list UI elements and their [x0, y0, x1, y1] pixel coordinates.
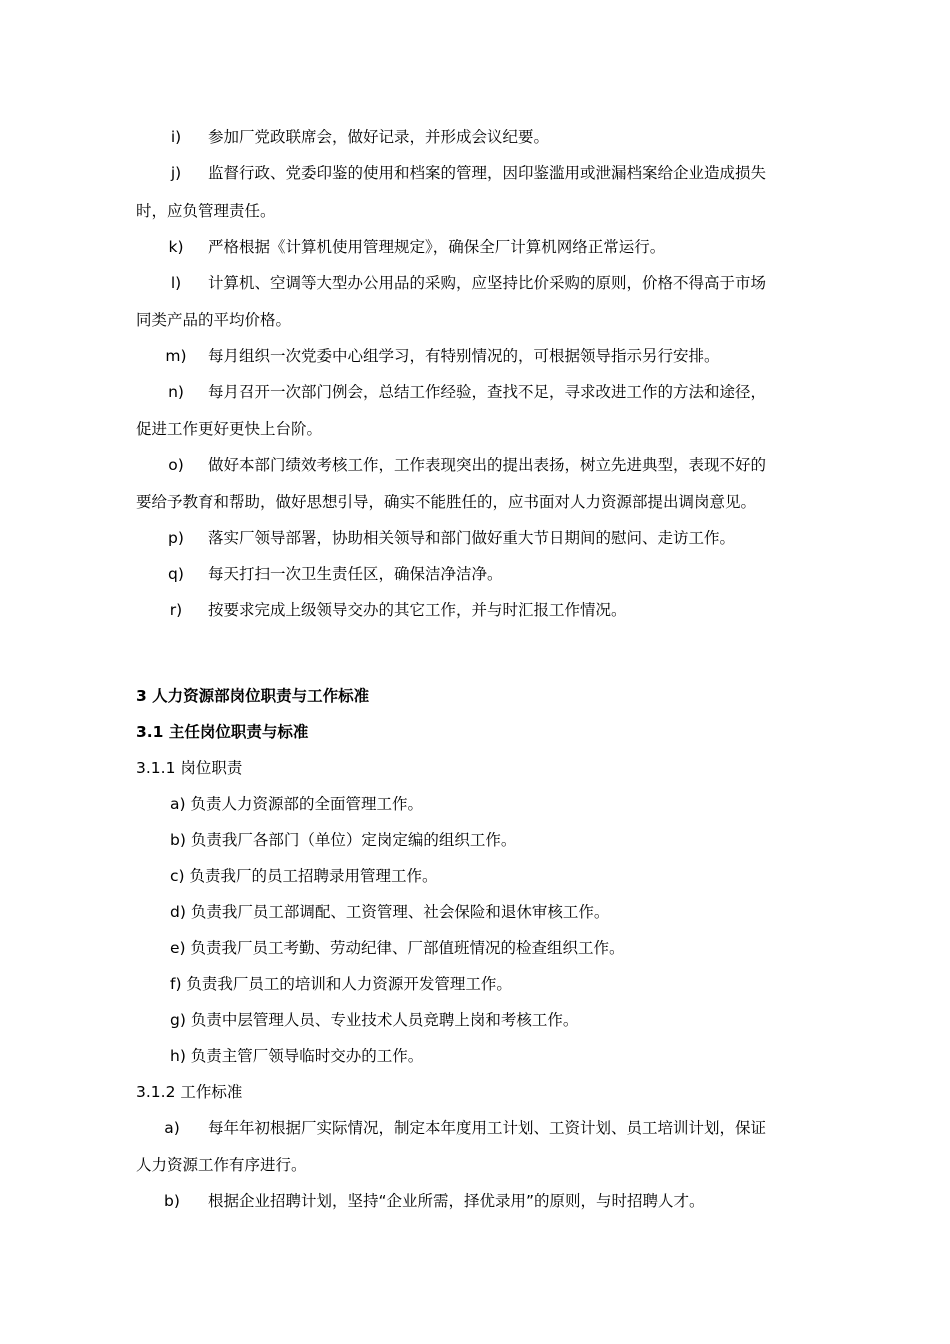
item-text: 每月组织一次党委中心组学习，有特别情况的，可根据领导指示另行安排。 — [208, 347, 720, 365]
item-marker: m) — [165, 347, 187, 365]
item-continuation: 要给予教育和帮助，做好思想引导，确实不能胜任的，应书面对人力资源部提出调岗意见。 — [136, 493, 757, 511]
subsection-heading: 3.1 主任岗位职责与标准 — [136, 723, 309, 741]
item-marker: q) — [168, 565, 184, 583]
item-continuation: 时，应负管理责任。 — [136, 202, 276, 220]
subsubsection-heading: 3.1.1 岗位职责 — [136, 759, 243, 777]
item-text: 每年年初根据厂实际情况，制定本年度用工计划、工资计划、员工培训计划，保证 — [208, 1119, 767, 1137]
duty-item: d) 负责我厂员工部调配、工资管理、社会保险和退休审核工作。 — [170, 903, 610, 921]
item-marker: p) — [168, 529, 184, 547]
item-marker: r) — [169, 601, 183, 619]
duty-item: b) 负责我厂各部门（单位）定岗定编的组织工作。 — [170, 831, 517, 849]
duty-item: e) 负责我厂员工考勤、劳动纪律、厂部值班情况的检查组织工作。 — [170, 939, 625, 957]
item-marker: l) — [170, 274, 182, 292]
item-marker: o) — [168, 456, 184, 474]
item-continuation: 同类产品的平均价格。 — [136, 311, 292, 329]
item-text: 落实厂领导部署，协助相关领导和部门做好重大节日期间的慰问、走访工作。 — [208, 529, 736, 547]
item-text: 做好本部门绩效考核工作，工作表现突出的提出表扬，树立先进典型，表现不好的 — [208, 456, 767, 474]
item-marker: k) — [168, 238, 184, 256]
duty-item: c) 负责我厂的员工招聘录用管理工作。 — [170, 867, 438, 885]
item-marker: a) — [164, 1119, 180, 1137]
item-text: 根据企业招聘计划，坚持“企业所需，择优录用”的原则，与时招聘人才。 — [208, 1192, 705, 1210]
duty-item: g) 负责中层管理人员、专业技术人员竞聘上岗和考核工作。 — [170, 1011, 579, 1029]
item-text: 监督行政、党委印鉴的使用和档案的管理，因印鉴滥用或泄漏档案给企业造成损失 — [208, 164, 767, 182]
item-text: 每月召开一次部门例会，总结工作经验，查找不足，寻求改进工作的方法和途径， — [208, 383, 767, 401]
item-text: 严格根据《计算机使用管理规定》，确保全厂计算机网络正常运行。 — [208, 238, 666, 256]
item-marker: b) — [164, 1192, 180, 1210]
item-marker: j) — [170, 164, 182, 182]
subsubsection-heading: 3.1.2 工作标准 — [136, 1083, 243, 1101]
item-text: 计算机、空调等大型办公用品的采购，应坚持比价采购的原则，价格不得高于市场 — [208, 274, 767, 292]
duty-item: f) 负责我厂员工的培训和人力资源开发管理工作。 — [170, 975, 512, 993]
item-continuation: 人力资源工作有序进行。 — [136, 1156, 307, 1174]
item-marker: n) — [168, 383, 184, 401]
item-text: 每天打扫一次卫生责任区，确保洁净洁净。 — [208, 565, 503, 583]
duty-item: a) 负责人力资源部的全面管理工作。 — [170, 795, 423, 813]
item-marker: i) — [170, 128, 182, 146]
item-text: 参加厂党政联席会，做好记录，并形成会议纪要。 — [208, 128, 550, 146]
section-heading: 3 人力资源部岗位职责与工作标准 — [136, 687, 370, 705]
duty-item: h) 负责主管厂领导临时交办的工作。 — [170, 1047, 424, 1065]
item-text: 按要求完成上级领导交办的其它工作，并与时汇报工作情况。 — [208, 601, 627, 619]
item-continuation: 促进工作更好更快上台阶。 — [136, 420, 323, 438]
